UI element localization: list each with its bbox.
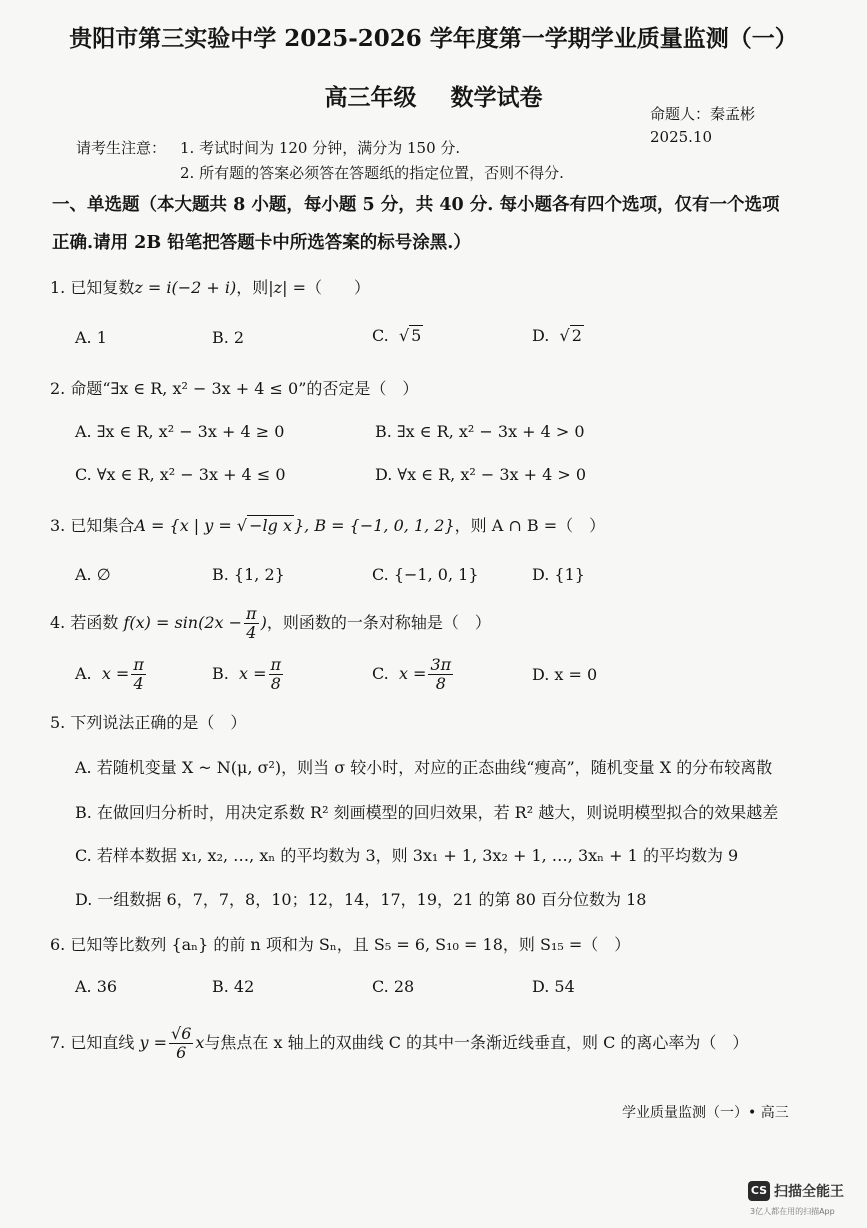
- q2-option-d: D. ∀x ∈ R, x² − 3x + 4 > 0: [375, 465, 587, 484]
- subject-label: 数学试卷: [450, 84, 543, 111]
- q6-option-d: D. 54: [532, 977, 575, 996]
- q6-option-a: A. 36: [75, 977, 118, 996]
- question-7: 7. 已知直线 y = $\frac{√6}{6}$ x与焦点在 x 轴上的双曲线 C 的其中一条渐近线垂直，则 C 的离心率为（ ）: [50, 1024, 749, 1062]
- notice-label: 请考生注意：: [76, 139, 167, 157]
- scanner-watermark: [748, 1180, 844, 1201]
- fraction: $\frac{\pi}{8}$: [270, 655, 282, 693]
- q1-option-a: A. 1: [75, 328, 107, 347]
- question-5: 5. 下列说法正确的是（ ）: [50, 713, 247, 732]
- question-6: 6. 已知等比数列 {aₙ} 的前 n 项和为 Sₙ，且 S₅ = 6, S₁₀ = 18，则 S₁₅ =（ ）: [50, 935, 631, 954]
- notice-line-2: 2. 所有题的答案必须答在答题纸的指定位置，否则不得分.: [180, 164, 564, 182]
- camscanner-logo-icon: CS: [748, 1181, 770, 1201]
- question-number: 1.: [50, 278, 66, 297]
- page-footer: 学业质量监测（一）• 高三: [622, 1105, 789, 1121]
- q5-option-d: D. 一组数据 6，7，7，8，10；12，14，17，19，21 的第 80 百分位数为 18: [75, 890, 647, 909]
- section-heading-line-2: 正确.请用 2B 铅笔把答题卡中所选答案的标号涂黑.）: [52, 233, 471, 253]
- q3-option-b: B. {1, 2}: [212, 565, 285, 584]
- question-2: 2. 命题“∃x ∈ R, x² − 3x + 4 ≤ 0”的否定是（ ）: [50, 379, 419, 398]
- sqrt-symbol: √ 5: [398, 326, 422, 345]
- question-1: 1. 已知复数z = i(−2 + i)，则|z| =（ ）: [50, 278, 370, 297]
- q4-option-a: A. x = $\frac{\pi}{4}$: [75, 655, 144, 693]
- q5-option-a: A. 若随机变量 X ~ N(μ, σ²)，则当 σ 较小时，对应的正态曲线“瘦高”，随机变量 X 的分布较离散: [75, 758, 773, 777]
- q4-option-d: D. x = 0: [532, 665, 598, 684]
- question-3: 3. 已知集合A = {x | y = √ −lg x }, B = {−1, 0, 1, 2}，则 A ∩ B =（ ）: [50, 516, 606, 535]
- fraction: $\frac{√6}{6}$: [171, 1024, 192, 1062]
- q2-option-b: B. ∃x ∈ R, x² − 3x + 4 > 0: [375, 422, 585, 441]
- sqrt-symbol: √ −lg x: [236, 516, 292, 535]
- q1-option-b: B. 2: [212, 328, 245, 347]
- fraction: $\frac{3\pi}{8}$: [430, 655, 452, 693]
- q4-option-c: C. x = $\frac{3\pi}{8}$: [372, 655, 452, 693]
- section-heading-line-1: 一、单选题（本大题共 8 小题，每小题 5 分，共 40 分. 每小题各有四个选项，仅有一个选项: [52, 195, 780, 215]
- q2-option-c: C. ∀x ∈ R, x² − 3x + 4 ≤ 0: [75, 465, 286, 484]
- exam-date: 2025.10: [650, 128, 713, 146]
- q6-option-b: B. 42: [212, 977, 255, 996]
- grade-label: 高三年级: [324, 84, 417, 111]
- watermark-app-name: 扫描全能王: [774, 1183, 844, 1200]
- author: 命题人：秦孟彬: [650, 105, 756, 123]
- watermark-tagline: 3亿人都在用的扫描App: [750, 1207, 835, 1216]
- question-4: 4. 若函数 f(x) = sin(2x − $\frac{\pi}{4}$ )，则函数的一条对称轴是（ ）: [50, 604, 491, 642]
- q3-option-a: A. ∅: [75, 565, 111, 584]
- q1-option-d: D. √ 2: [532, 326, 582, 345]
- exam-title: 贵阳市第三实验中学 2025-2026 学年度第一学期学业质量监测（一）: [69, 25, 798, 52]
- notice-line-1: 1. 考试时间为 120 分钟，满分为 150 分.: [180, 139, 461, 157]
- fraction: $\frac{\pi}{4}$: [246, 604, 257, 642]
- q2-option-a: A. ∃x ∈ R, x² − 3x + 4 ≥ 0: [75, 422, 285, 441]
- fraction: $\frac{\pi}{4}$: [133, 655, 144, 693]
- q6-option-c: C. 28: [372, 977, 415, 996]
- sqrt-symbol: √ 2: [559, 326, 582, 345]
- q5-option-c: C. 若样本数据 x₁, x₂, …, xₙ 的平均数为 3，则 3x₁ + 1, 3x₂ + 1, …, 3xₙ + 1 的平均数为 9: [75, 846, 739, 865]
- q1-option-c: C. √ 5: [372, 326, 422, 345]
- q5-option-b: B. 在做回归分析时，用决定系数 R² 刻画模型的回归效果，若 R² 越大，则说明模型拟合的效果越差: [75, 803, 779, 822]
- q3-option-c: C. {−1, 0, 1}: [372, 565, 479, 584]
- q3-option-d: D. {1}: [532, 565, 585, 584]
- q4-option-b: B. x = $\frac{\pi}{8}$: [212, 655, 282, 693]
